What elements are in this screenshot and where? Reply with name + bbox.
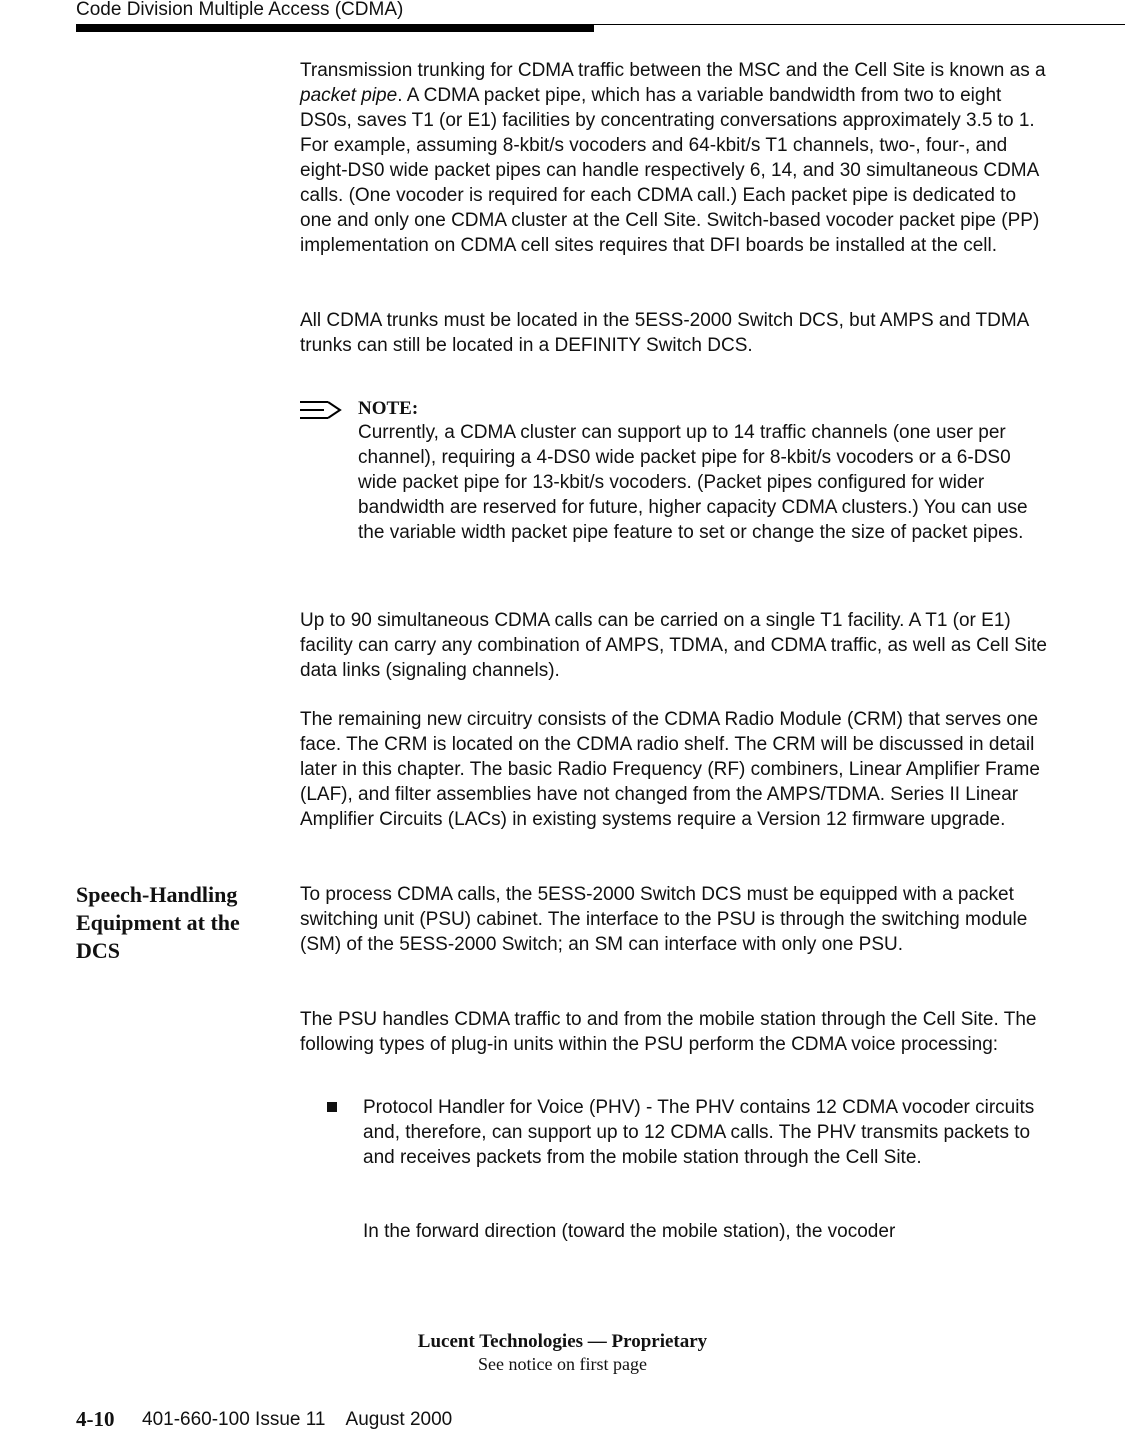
term-packet-pipe: packet pipe: [300, 85, 398, 106]
running-head-title: Code Division Multiple Access (CDMA): [76, 0, 404, 20]
note-label: NOTE:: [358, 398, 419, 419]
footer-company: Lucent Technologies — Proprietary: [417, 1331, 708, 1352]
paragraph-t1-capacity: [300, 608, 1048, 683]
paragraph-text: Up to 90 simultaneous CDMA calls can be carried on a single T1 facility. A T1 (or E1) facility can carry any combination of AMPS, TDMA, and CDMA traffic, as well as Cell Site data links (signaling channels).: [300, 610, 1047, 681]
page-number: 4-10: [76, 1407, 115, 1431]
paragraph-psu-equipment: [300, 882, 1048, 957]
paragraph-cdma-trunks: [300, 308, 1048, 358]
paragraph-psu-traffic: [300, 1007, 1048, 1057]
paragraph-packet-pipe: [300, 58, 1048, 258]
section-heading: Speech-Handling Equipment at the DCS: [76, 882, 240, 963]
square-bullet-icon: [327, 1102, 337, 1112]
paragraph-text: The remaining new circuitry consists of the CDMA Radio Module (CRM) that serves one face. The CRM is located on the CDMA radio shelf. The CRM will be discussed in detail later in this chapter. The basic Radio Frequency (RF) combiners, Linear Amplifier Frame (LAF), and filter assemblies have not changed from the AMPS/TDMA. Series II Linear Amplifier Circuits (LACs) in existing systems require a Version 12 firmware upgrade.: [300, 709, 1040, 830]
list-item-text: Protocol Handler for Voice (PHV) - The PHV contains 12 CDMA vocoder circuits and, therefore, can support up to 12 CDMA calls. The PHV transmits packets to and receives packets from the mobile station through the Cell Site.: [363, 1097, 1035, 1168]
document-id: 401-660-100 Issue 11 August 2000: [142, 1409, 453, 1430]
paragraph-text: The PSU handles CDMA traffic to and from the mobile station through the Cell Site. The following types of plug-in units within the PSU perform the CDMA voice processing:: [300, 1009, 1037, 1055]
footer-notice: See notice on first page: [478, 1354, 647, 1374]
paragraph-text: Transmission trunking for CDMA traffic between the MSC and the Cell Site is known as a: [300, 60, 1046, 81]
header-rule-bar: [76, 25, 594, 32]
paragraph-text: . A CDMA packet pipe, which has a variable bandwidth from two to eight DS0s, saves T1 (or E1) facilities by concentrating conversations approximately 3.5 to 1. For example, assuming 8-kbit/s vocoders and 64-kbit/s T1 channels, two-, four-, and eight-DS0 wide packet pipes can handle respectively 6, 14, and 30 simultaneous CDMA calls. (One vocoder is required for each CDMA call.) Each packet pipe is dedicated to one and only one CDMA cluster at the Cell Site. Switch-based vocoder packet pipe (PP) implementation on CDMA cell sites requires that DFI boards be installed at the cell.: [300, 85, 1040, 256]
list-item-continuation: In the forward direction (toward the mobile station), the vocoder: [363, 1221, 896, 1242]
paragraph-text: To process CDMA calls, the 5ESS-2000 Switch DCS must be equipped with a packet switching unit (PSU) cabinet. The interface to the PSU is through the switching module (SM) of the 5ESS-2000 Switch; an SM can interface with only one PSU.: [300, 884, 1028, 955]
paragraph-text: All CDMA trunks must be located in the 5ESS-2000 Switch DCS, but AMPS and TDMA trunks can still be located in a DEFINITY Switch DCS.: [300, 310, 1029, 356]
note-arrow-icon: [300, 400, 342, 420]
paragraph-crm: [300, 707, 1048, 832]
note-text: Currently, a CDMA cluster can support up to 14 traffic channels (one user per channel), requiring a 4-DS0 wide packet pipe for 8-kbit/s vocoders or a 6-DS0 wide packet pipe for 13-kbit/s vocoders. (Packet pipes configured for wider bandwidth are reserved for future, higher capacity CDMA clusters.) You can use the variable width packet pipe feature to set or change the size of packet pipes.: [358, 422, 1028, 543]
